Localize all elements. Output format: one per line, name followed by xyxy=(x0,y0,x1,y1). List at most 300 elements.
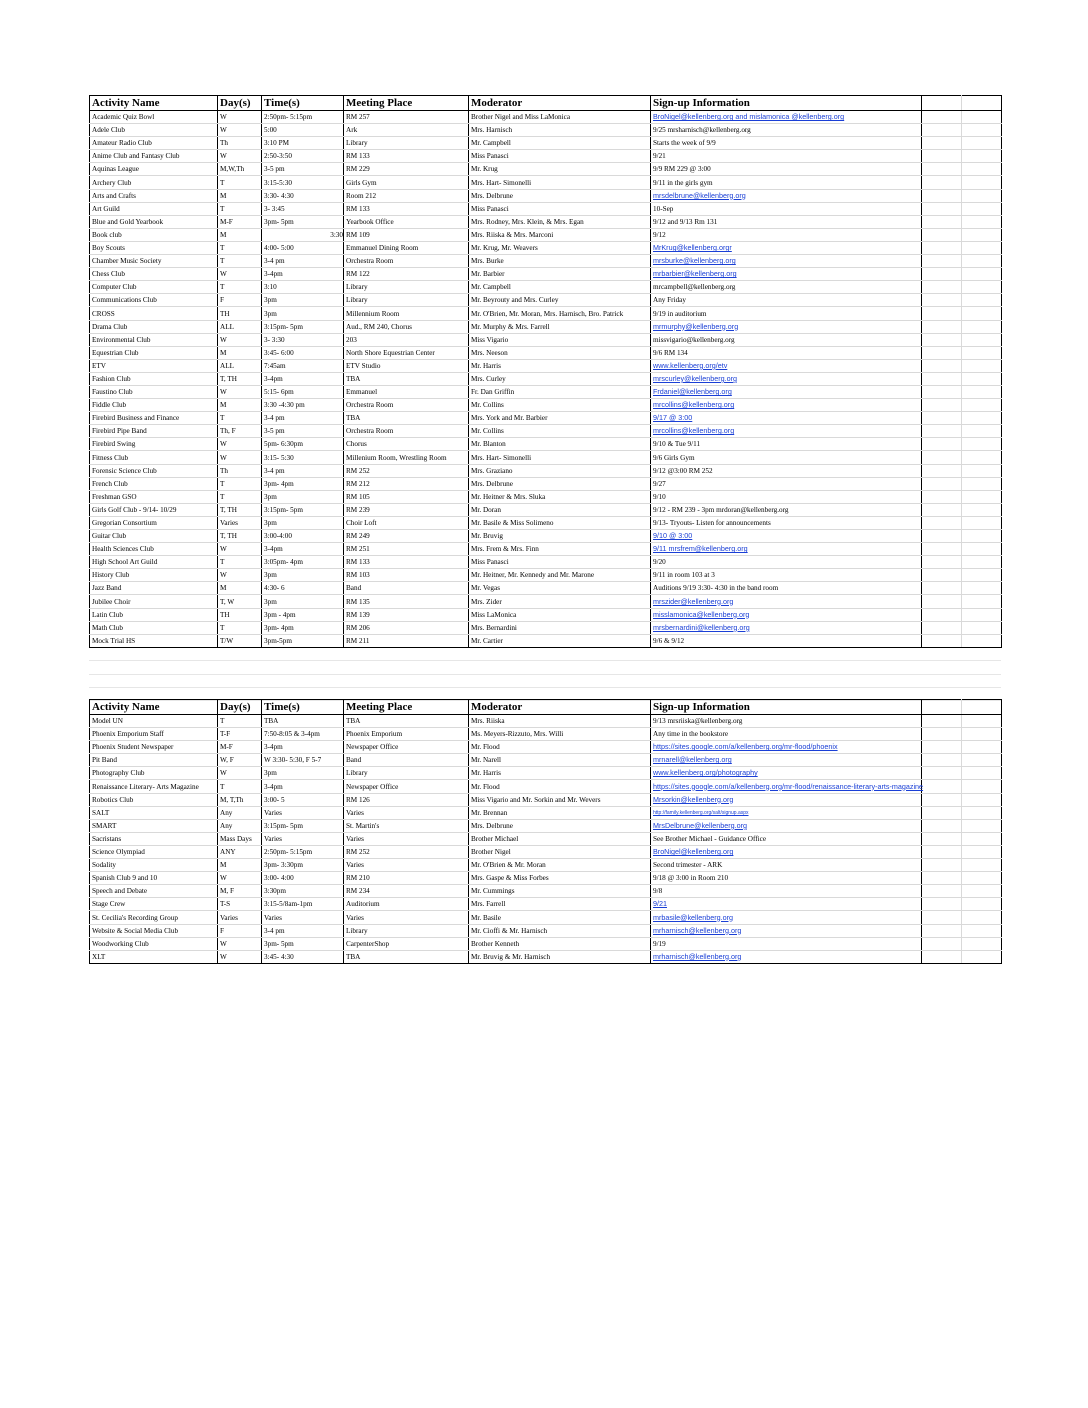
signup-cell[interactable]: mrcollins@kellenberg.org xyxy=(651,425,922,438)
table-row xyxy=(90,832,1002,845)
empty-cell xyxy=(922,281,962,294)
empty-cell xyxy=(962,728,1002,741)
moderator-cell: Mr. Flood xyxy=(469,780,651,793)
signup-cell[interactable]: https://sites.google.com/a/kellenberg.org/mr-flood/renaissance-literary-arts-magazine xyxy=(651,780,922,793)
time-cell: 5:15- 6pm xyxy=(262,385,344,398)
signup-cell[interactable]: Mrsorkin@kellenberg.org xyxy=(651,793,922,806)
table-row xyxy=(90,176,1002,189)
activity-name-cell: Academic Quiz Bowl xyxy=(90,111,218,124)
activity-name-cell: Stage Crew xyxy=(90,898,218,911)
moderator-cell: Miss Vigario and Mr. Sorkin and Mr. Wevers xyxy=(469,793,651,806)
activity-name-cell: Renaissance Literary- Arts Magazine xyxy=(90,780,218,793)
empty-cell xyxy=(922,569,962,582)
empty-cell xyxy=(962,307,1002,320)
activity-name-cell: Faustino Club xyxy=(90,385,218,398)
signup-cell[interactable]: mrszider@kellenberg.org xyxy=(651,595,922,608)
signup-cell[interactable]: mrsburke@kellenberg.org xyxy=(651,255,922,268)
signup-cell[interactable]: www.kellenberg.org/photography xyxy=(651,767,922,780)
moderator-cell: Mrs. Farrell xyxy=(469,898,651,911)
empty-cell xyxy=(922,700,962,715)
activity-name-cell: Speech and Debate xyxy=(90,885,218,898)
activity-name-cell: Phoenix Student Newspaper xyxy=(90,741,218,754)
table-row xyxy=(90,806,1002,819)
days-cell: W xyxy=(218,451,262,464)
days-cell: W xyxy=(218,569,262,582)
moderator-cell: Mr. Basile xyxy=(469,911,651,924)
moderator-cell: Mr. Cartier xyxy=(469,634,651,647)
activities-table-1 xyxy=(89,95,1002,648)
days-cell: T, TH xyxy=(218,530,262,543)
time-cell: W 3:30- 5:30, F 5-7 xyxy=(262,754,344,767)
empty-cell xyxy=(922,516,962,529)
time-cell: 3:15pm- 5pm xyxy=(262,819,344,832)
empty-cell xyxy=(922,189,962,202)
meeting-place-cell: Phoenix Emporium xyxy=(344,728,469,741)
moderator-cell: Mrs. Rodney, Mrs. Klein, & Mrs. Egan xyxy=(469,215,651,228)
activity-name-cell: Mock Trial HS xyxy=(90,634,218,647)
table-row xyxy=(90,715,1002,728)
days-cell: T xyxy=(218,490,262,503)
table-row xyxy=(90,241,1002,254)
signup-cell: missvigario@kellenberg.org xyxy=(651,333,922,346)
time-cell: 3- 3:30 xyxy=(262,333,344,346)
moderator-cell: Mr. Harris xyxy=(469,767,651,780)
signup-cell[interactable]: mrbasile@kellenberg.org xyxy=(651,911,922,924)
time-cell: 2:50-3:50 xyxy=(262,150,344,163)
empty-cell xyxy=(922,228,962,241)
signup-cell[interactable]: mrscurley@kellenberg.org xyxy=(651,372,922,385)
days-cell: TH xyxy=(218,608,262,621)
time-cell: 3-4pm xyxy=(262,780,344,793)
time-cell: 3:15pm- 5pm xyxy=(262,503,344,516)
days-cell: Any xyxy=(218,806,262,819)
empty-cell xyxy=(962,359,1002,372)
time-cell: 3pm xyxy=(262,569,344,582)
days-cell: W xyxy=(218,268,262,281)
empty-cell xyxy=(962,385,1002,398)
empty-cell xyxy=(962,530,1002,543)
empty-cell xyxy=(962,819,1002,832)
moderator-cell: Mr. Narell xyxy=(469,754,651,767)
empty-cell xyxy=(922,885,962,898)
empty-cell xyxy=(922,819,962,832)
moderator-cell: Mrs. Delbrune xyxy=(469,477,651,490)
meeting-place-cell: Room 212 xyxy=(344,189,469,202)
meeting-place-cell: Newspaper Office xyxy=(344,741,469,754)
activity-name-cell: Woodworking Club xyxy=(90,937,218,950)
days-cell: T xyxy=(218,780,262,793)
empty-cell xyxy=(922,728,962,741)
meeting-place-cell: RM 210 xyxy=(344,872,469,885)
days-cell: Th xyxy=(218,137,262,150)
signup-cell: 9/11 in the girls gym xyxy=(651,176,922,189)
signup-cell[interactable]: http://family.kellenberg.org/salt/signup.aspx xyxy=(651,806,922,819)
signup-cell: 9/6 Girls Gym xyxy=(651,451,922,464)
table-row xyxy=(90,425,1002,438)
time-cell: 3:15-5/8am-1pm xyxy=(262,898,344,911)
time-cell: 5:00 xyxy=(262,124,344,137)
meeting-place-cell: RM 251 xyxy=(344,543,469,556)
activity-name-cell: Fashion Club xyxy=(90,372,218,385)
signup-cell: 9/27 xyxy=(651,477,922,490)
moderator-cell: Brother Kenneth xyxy=(469,937,651,950)
signup-cell: 9/9 RM 229 @ 3:00 xyxy=(651,163,922,176)
days-cell: W xyxy=(218,333,262,346)
signup-cell: 9/12 and 9/13 Rm 131 xyxy=(651,215,922,228)
empty-cell xyxy=(962,832,1002,845)
signup-cell[interactable]: https://sites.google.com/a/kellenberg.org/mr-flood/phoenix xyxy=(651,741,922,754)
time-cell: 3:15-5:30 xyxy=(262,176,344,189)
empty-cell xyxy=(922,845,962,858)
empty-cell xyxy=(922,741,962,754)
time-cell: 3pm - 4pm xyxy=(262,608,344,621)
table-row xyxy=(90,885,1002,898)
moderator-cell: Mr. Heitner & Mrs. Sluka xyxy=(469,490,651,503)
moderator-cell: Mr. Heitner, Mr. Kennedy and Mr. Marone xyxy=(469,569,651,582)
time-cell: TBA xyxy=(262,715,344,728)
moderator-cell: Mr. Campbell xyxy=(469,281,651,294)
time-cell: 3:30 xyxy=(262,228,344,241)
empty-cell xyxy=(922,924,962,937)
empty-cell xyxy=(962,451,1002,464)
time-cell: 3:45- 4:30 xyxy=(262,950,344,963)
empty-cell xyxy=(922,767,962,780)
empty-cell xyxy=(962,425,1002,438)
meeting-place-cell: Varies xyxy=(344,911,469,924)
activity-name-cell: SALT xyxy=(90,806,218,819)
moderator-cell: Mr. Krug xyxy=(469,163,651,176)
activity-name-cell: Sacristans xyxy=(90,832,218,845)
activity-name-cell: High School Art Guild xyxy=(90,556,218,569)
empty-cell xyxy=(962,569,1002,582)
empty-cell xyxy=(922,464,962,477)
activity-name-cell: Photography Club xyxy=(90,767,218,780)
col-header-times: Time(s) xyxy=(262,700,344,715)
empty-cell xyxy=(922,608,962,621)
signup-cell[interactable]: 9/17 @ 3:00 xyxy=(651,412,922,425)
time-cell: 3:15- 5:30 xyxy=(262,451,344,464)
empty-cell xyxy=(962,189,1002,202)
activities-table-2 xyxy=(89,699,1002,964)
activity-name-cell: Website & Social Media Club xyxy=(90,924,218,937)
days-cell: W xyxy=(218,872,262,885)
signup-cell: mrcampbell@kellenberg.org xyxy=(651,281,922,294)
meeting-place-cell: RM 133 xyxy=(344,150,469,163)
activity-name-cell: Archery Club xyxy=(90,176,218,189)
signup-cell[interactable]: MrsDelbrune@kellenberg.org xyxy=(651,819,922,832)
table-row xyxy=(90,911,1002,924)
table-row xyxy=(90,333,1002,346)
meeting-place-cell: RM 211 xyxy=(344,634,469,647)
signup-cell[interactable]: MrKrug@kellenberg.orgr xyxy=(651,241,922,254)
activity-name-cell: Math Club xyxy=(90,621,218,634)
days-cell: T, TH xyxy=(218,372,262,385)
signup-cell: 9/12 xyxy=(651,228,922,241)
col-header-meeting-place: Meeting Place xyxy=(344,700,469,715)
header-row xyxy=(90,96,1002,111)
signup-cell: Auditions 9/19 3:30- 4:30 in the band room xyxy=(651,582,922,595)
meeting-place-cell: TBA xyxy=(344,715,469,728)
signup-cell: 10-Sep xyxy=(651,202,922,215)
empty-cell xyxy=(962,215,1002,228)
activity-name-cell: Robotics Club xyxy=(90,793,218,806)
empty-cell xyxy=(962,137,1002,150)
activity-name-cell: Pit Band xyxy=(90,754,218,767)
signup-cell[interactable]: www.kellenberg.org/etv xyxy=(651,359,922,372)
table-row xyxy=(90,516,1002,529)
empty-cell xyxy=(922,634,962,647)
signup-cell[interactable]: Frdaniel@kellenberg.org xyxy=(651,385,922,398)
table-row xyxy=(90,793,1002,806)
empty-cell xyxy=(922,399,962,412)
empty-cell xyxy=(962,937,1002,950)
empty-cell xyxy=(922,294,962,307)
moderator-cell: Mr. Bruvig & Mr. Harnisch xyxy=(469,950,651,963)
table-row xyxy=(90,111,1002,124)
meeting-place-cell: Library xyxy=(344,924,469,937)
meeting-place-cell: RM 122 xyxy=(344,268,469,281)
days-cell: Any xyxy=(218,819,262,832)
days-cell: T xyxy=(218,477,262,490)
table-row xyxy=(90,346,1002,359)
col-header-signup: Sign-up Information xyxy=(651,700,922,715)
days-cell: W xyxy=(218,385,262,398)
time-cell: 3-5 pm xyxy=(262,163,344,176)
signup-cell[interactable]: BroNigel@kellenberg.org xyxy=(651,845,922,858)
table-row xyxy=(90,399,1002,412)
table-row xyxy=(90,385,1002,398)
moderator-cell: Miss Panasci xyxy=(469,202,651,215)
meeting-place-cell: TBA xyxy=(344,950,469,963)
activity-name-cell: Arts and Crafts xyxy=(90,189,218,202)
empty-cell xyxy=(962,294,1002,307)
meeting-place-cell: Orchestra Room xyxy=(344,425,469,438)
activity-name-cell: Art Guild xyxy=(90,202,218,215)
empty-cell xyxy=(962,608,1002,621)
table-row xyxy=(90,189,1002,202)
signup-cell[interactable]: mrharnisch@kellenberg.org xyxy=(651,924,922,937)
signup-cell: 9/10 & Tue 9/11 xyxy=(651,438,922,451)
days-cell: M-F xyxy=(218,215,262,228)
empty-cell xyxy=(922,202,962,215)
meeting-place-cell: Varies xyxy=(344,806,469,819)
activity-name-cell: Guitar Club xyxy=(90,530,218,543)
days-cell: TH xyxy=(218,307,262,320)
signup-cell: 9/19 xyxy=(651,937,922,950)
signup-cell[interactable]: BroNigel@kellenberg.org and mislamonica @kellenberg.org xyxy=(651,111,922,124)
empty-cell xyxy=(922,530,962,543)
empty-cell xyxy=(922,346,962,359)
moderator-cell: Mrs. York and Mr. Barbier xyxy=(469,412,651,425)
signup-cell[interactable]: mrnarell@kellenberg.org xyxy=(651,754,922,767)
days-cell: T-F xyxy=(218,728,262,741)
table-row xyxy=(90,530,1002,543)
signup-cell[interactable]: 9/21 xyxy=(651,898,922,911)
meeting-place-cell: RM 103 xyxy=(344,569,469,582)
signup-cell[interactable]: misslamonica@kellenberg.org xyxy=(651,608,922,621)
time-cell: 3:30- 4:30 xyxy=(262,189,344,202)
moderator-cell: Miss Vigario xyxy=(469,333,651,346)
empty-cell xyxy=(922,451,962,464)
empty-cell xyxy=(922,503,962,516)
moderator-cell: Mrs. Riiska & Mrs. Marconi xyxy=(469,228,651,241)
time-cell: 3pm xyxy=(262,307,344,320)
activity-name-cell: Health Sciences Club xyxy=(90,543,218,556)
col-header-activity-name: Activity Name xyxy=(90,700,218,715)
table-row xyxy=(90,228,1002,241)
meeting-place-cell: RM 252 xyxy=(344,845,469,858)
meeting-place-cell: CarpenterShop xyxy=(344,937,469,950)
empty-cell xyxy=(962,582,1002,595)
activity-name-cell: Firebird Pipe Band xyxy=(90,425,218,438)
meeting-place-cell: St. Martin's xyxy=(344,819,469,832)
signup-cell[interactable]: mrbarbier@kellenberg.org xyxy=(651,268,922,281)
activity-name-cell: History Club xyxy=(90,569,218,582)
activity-name-cell: Girls Golf Club - 9/14- 10/29 xyxy=(90,503,218,516)
empty-cell xyxy=(922,255,962,268)
empty-cell xyxy=(962,621,1002,634)
empty-cell xyxy=(962,806,1002,819)
moderator-cell: Mr. Vegas xyxy=(469,582,651,595)
days-cell: W xyxy=(218,767,262,780)
activity-name-cell: Chess Club xyxy=(90,268,218,281)
table-row xyxy=(90,728,1002,741)
time-cell: 3-4 pm xyxy=(262,924,344,937)
meeting-place-cell: RM 212 xyxy=(344,477,469,490)
moderator-cell: Mr. Harris xyxy=(469,359,651,372)
empty-cell xyxy=(962,872,1002,885)
table-row xyxy=(90,543,1002,556)
empty-cell xyxy=(922,124,962,137)
days-cell: Th xyxy=(218,464,262,477)
time-cell: 3pm xyxy=(262,595,344,608)
moderator-cell: Mr. Collins xyxy=(469,425,651,438)
table-row xyxy=(90,845,1002,858)
empty-cell xyxy=(962,490,1002,503)
empty-cell xyxy=(922,911,962,924)
col-header-activity-name: Activity Name xyxy=(90,96,218,111)
signup-cell: 9/13- Tryouts- Listen for announcements xyxy=(651,516,922,529)
meeting-place-cell: Library xyxy=(344,137,469,150)
meeting-place-cell: Library xyxy=(344,294,469,307)
time-cell: 7:45am xyxy=(262,359,344,372)
empty-cell xyxy=(962,438,1002,451)
signup-cell[interactable]: mrharnisch@kellenberg.org xyxy=(651,950,922,963)
moderator-cell: Mrs. Curley xyxy=(469,372,651,385)
time-cell: 2:50pm- 5:15pm xyxy=(262,111,344,124)
time-cell: 3pm xyxy=(262,294,344,307)
days-cell: M xyxy=(218,399,262,412)
time-cell: 2:50pm- 5:15pm xyxy=(262,845,344,858)
activity-name-cell: SMART xyxy=(90,819,218,832)
table-row xyxy=(90,898,1002,911)
table-row xyxy=(90,780,1002,793)
signup-cell: 9/11 in room 103 at 3 xyxy=(651,569,922,582)
signup-cell[interactable]: 9/10 @ 3:00 xyxy=(651,530,922,543)
empty-cell xyxy=(922,412,962,425)
table-row xyxy=(90,490,1002,503)
meeting-place-cell: Ark xyxy=(344,124,469,137)
time-cell: 3-4 pm xyxy=(262,464,344,477)
table-row xyxy=(90,255,1002,268)
col-header-days: Day(s) xyxy=(218,700,262,715)
signup-cell[interactable]: 9/11 mrsfrem@kellenberg.org xyxy=(651,543,922,556)
moderator-cell: Mrs. Graziano xyxy=(469,464,651,477)
activity-name-cell: Equestrian Club xyxy=(90,346,218,359)
empty-cell xyxy=(962,111,1002,124)
time-cell: 3:15pm- 5pm xyxy=(262,320,344,333)
table-row xyxy=(90,124,1002,137)
empty-cell xyxy=(962,700,1002,715)
empty-cell xyxy=(962,741,1002,754)
days-cell: M xyxy=(218,859,262,872)
empty-cell xyxy=(922,715,962,728)
meeting-place-cell: Girls Gym xyxy=(344,176,469,189)
signup-cell[interactable]: mrsbernardini@kellenberg.org xyxy=(651,621,922,634)
meeting-place-cell: RM 206 xyxy=(344,621,469,634)
table-row xyxy=(90,372,1002,385)
col-header-days: Day(s) xyxy=(218,96,262,111)
meeting-place-cell: Band xyxy=(344,754,469,767)
meeting-place-cell: Yearbook Office xyxy=(344,215,469,228)
days-cell: M xyxy=(218,346,262,359)
empty-cell xyxy=(922,137,962,150)
empty-cell xyxy=(962,163,1002,176)
empty-cell xyxy=(962,202,1002,215)
moderator-cell: Brother Nigel and Miss LaMonica xyxy=(469,111,651,124)
table-row xyxy=(90,281,1002,294)
empty-cell xyxy=(922,385,962,398)
time-cell: 3pm xyxy=(262,767,344,780)
time-cell: 3-4pm xyxy=(262,372,344,385)
empty-cell xyxy=(962,281,1002,294)
meeting-place-cell: TBA xyxy=(344,412,469,425)
activity-name-cell: Firebird Business and Finance xyxy=(90,412,218,425)
moderator-cell: Miss Panasci xyxy=(469,150,651,163)
empty-cell xyxy=(922,477,962,490)
activity-name-cell: Forensic Science Club xyxy=(90,464,218,477)
days-cell: ANY xyxy=(218,845,262,858)
days-cell: W xyxy=(218,937,262,950)
meeting-place-cell: Band xyxy=(344,582,469,595)
blank-rows xyxy=(89,648,1001,698)
days-cell: T xyxy=(218,255,262,268)
empty-cell xyxy=(962,754,1002,767)
empty-cell xyxy=(962,543,1002,556)
table-row xyxy=(90,294,1002,307)
meeting-place-cell: Chorus xyxy=(344,438,469,451)
days-cell: M-F xyxy=(218,741,262,754)
table-row xyxy=(90,924,1002,937)
meeting-place-cell: RM 257 xyxy=(344,111,469,124)
empty-cell xyxy=(962,96,1002,111)
meeting-place-cell: RM 229 xyxy=(344,163,469,176)
empty-cell xyxy=(922,372,962,385)
table-row xyxy=(90,503,1002,516)
moderator-cell: Mrs. Zider xyxy=(469,595,651,608)
days-cell: M,W,Th xyxy=(218,163,262,176)
empty-cell xyxy=(922,241,962,254)
signup-cell[interactable]: mrsdelbrune@kellenberg.org xyxy=(651,189,922,202)
days-cell: W xyxy=(218,950,262,963)
empty-cell xyxy=(962,320,1002,333)
signup-cell[interactable]: mrcollins@kellenberg.org xyxy=(651,399,922,412)
empty-cell xyxy=(962,255,1002,268)
moderator-cell: Mr. Krug, Mr. Weavers xyxy=(469,241,651,254)
signup-cell[interactable]: mrmurphy@kellenberg.org xyxy=(651,320,922,333)
empty-cell xyxy=(962,241,1002,254)
empty-cell xyxy=(962,333,1002,346)
